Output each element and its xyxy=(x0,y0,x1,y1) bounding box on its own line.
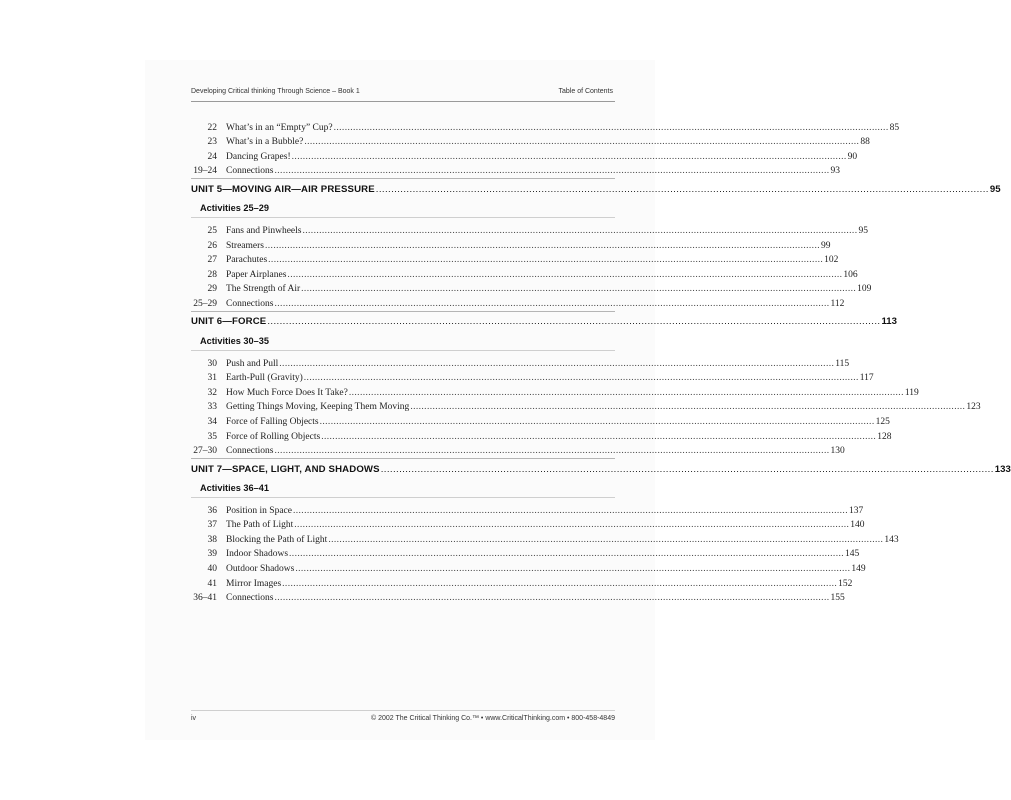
activity-title: Outdoor Shadows xyxy=(226,564,295,575)
activity-title: Fans and Pinwheels xyxy=(226,225,302,236)
header-rule xyxy=(191,101,615,102)
activity-number: 24 xyxy=(207,151,217,162)
unit-title: UNIT 6—FORCE xyxy=(191,316,267,328)
unit-title: UNIT 7—SPACE, LIGHT, AND SHADOWS xyxy=(191,463,380,475)
activity-page-number: 137 xyxy=(848,505,864,516)
activity-title: Connections xyxy=(226,446,274,457)
dot-leader: ........................................................................................................................................................................................................ xyxy=(279,358,835,369)
activity-number: 38 xyxy=(207,534,217,545)
activity-title: Connections xyxy=(226,593,274,604)
toc-entry xyxy=(191,501,864,516)
activity-title: Dancing Grapes! xyxy=(226,151,291,162)
toc-entry xyxy=(191,383,919,398)
toc-entry xyxy=(191,574,853,589)
activity-page-number: 128 xyxy=(877,431,892,442)
activity-number: 33 xyxy=(207,402,217,413)
activity-page-number: 152 xyxy=(838,578,853,589)
dot-leader: ........................................................................................................................................................................................................ xyxy=(287,269,843,280)
activity-title: What’s in an “Empty” Cup? xyxy=(226,122,333,133)
toc-entry xyxy=(191,354,850,369)
dot-leader: ........................................................................................................................................................................................................ xyxy=(274,593,830,604)
activity-page-number: 88 xyxy=(860,137,870,148)
activity-number: 32 xyxy=(207,387,217,398)
dot-leader: ........................................................................................................................................................................................................ xyxy=(380,463,994,475)
activity-page-number: 109 xyxy=(857,284,872,295)
activity-number: 40 xyxy=(207,564,217,575)
activity-number: 26 xyxy=(207,240,217,251)
toc-entry xyxy=(191,265,858,280)
activity-number: 34 xyxy=(207,416,217,427)
toc-entry xyxy=(191,412,890,427)
activity-page-number: 93 xyxy=(830,166,840,177)
unit-page-number: 113 xyxy=(881,316,897,328)
activity-title: What’s in a Bubble? xyxy=(226,137,304,148)
toc-entry xyxy=(191,162,840,177)
activity-title: The Path of Light xyxy=(226,520,294,531)
dot-leader: ........................................................................................................................................................................................................ xyxy=(303,373,859,384)
dot-leader: ........................................................................................................................................................................................................ xyxy=(302,225,858,236)
activities-range-heading: Activities 25–29 xyxy=(191,199,615,218)
activity-number: 27 xyxy=(207,255,217,266)
toc-entry xyxy=(191,236,831,251)
toc-entry xyxy=(191,147,858,162)
footer-rule xyxy=(191,710,615,711)
activity-page-number: 85 xyxy=(889,122,900,133)
activity-title: Force of Rolling Objects xyxy=(226,431,321,442)
activity-title: Blocking the Path of Light xyxy=(226,534,328,545)
activity-title: Parachutes xyxy=(226,255,268,266)
activity-page-number: 106 xyxy=(843,269,858,280)
activity-title: Mirror Images xyxy=(226,578,282,589)
dot-leader: ........................................................................................................................................................................................................ xyxy=(375,183,989,195)
toc-entry xyxy=(191,589,845,604)
toc-entry xyxy=(191,427,892,442)
activity-title: Push and Pull xyxy=(226,358,279,369)
activities-range-heading: Activities 30–35 xyxy=(191,332,615,351)
dot-leader: ........................................................................................................................................................................................................ xyxy=(295,564,851,575)
unit-heading-row xyxy=(191,178,1001,199)
toc-entry xyxy=(191,221,868,236)
activity-title: Position in Space xyxy=(226,505,292,516)
activity-number: 35 xyxy=(207,431,217,442)
toc-entry xyxy=(191,516,865,531)
activity-page-number: 119 xyxy=(904,387,919,398)
document-page xyxy=(145,60,1011,740)
activity-title: Getting Things Moving, Keeping Them Moving xyxy=(226,402,410,413)
dot-leader: ........................................................................................................................................................................................................ xyxy=(319,416,875,427)
activity-title: Force of Falling Objects xyxy=(226,416,319,427)
unit-page-number: 95 xyxy=(989,183,1001,195)
unit-page-number: 133 xyxy=(994,463,1011,475)
activity-page-number: 140 xyxy=(850,520,865,531)
toc-entry xyxy=(191,133,870,148)
unit-title: UNIT 5—MOVING AIR—AIR PRESSURE xyxy=(191,183,375,195)
dot-leader: ........................................................................................................................................................................................................ xyxy=(291,151,847,162)
toc-entry xyxy=(191,280,872,295)
activity-number: 23 xyxy=(207,137,217,148)
dot-leader: ........................................................................................................................................................................................................ xyxy=(289,549,845,560)
activity-number: 36 xyxy=(207,505,217,516)
activity-number: 22 xyxy=(207,122,217,133)
activity-page-number: 115 xyxy=(835,358,850,369)
activity-title: Connections xyxy=(226,166,274,177)
activity-page-number: 130 xyxy=(830,446,845,457)
dot-leader: ........................................................................................................................................................................................................ xyxy=(292,505,848,516)
table-of-contents xyxy=(191,118,1011,604)
running-header-title: Developing Critical thinking Through Science – Book 1 xyxy=(191,88,360,95)
dot-leader: ........................................................................................................................................................................................................ xyxy=(333,122,889,133)
activity-number: 41 xyxy=(207,578,217,589)
activity-title: Connections xyxy=(226,298,274,309)
dot-leader: ........................................................................................................................................................................................................ xyxy=(282,578,838,589)
activity-page-number: 102 xyxy=(824,255,839,266)
dot-leader: ........................................................................................................................................................................................................ xyxy=(294,520,850,531)
activity-page-number: 117 xyxy=(859,373,874,384)
activity-title: Earth-Pull (Gravity) xyxy=(226,373,303,384)
activity-number: 36–41 xyxy=(193,593,217,604)
activity-number: 39 xyxy=(207,549,217,560)
activity-page-number: 99 xyxy=(821,240,831,251)
toc-entry xyxy=(191,369,874,384)
dot-leader: ........................................................................................................................................................................................................ xyxy=(267,316,881,328)
activity-page-number: 155 xyxy=(830,593,845,604)
activity-number: 25 xyxy=(207,225,217,236)
activity-title: The Strength of Air xyxy=(226,284,301,295)
running-header-section: Table of Contents xyxy=(558,88,613,95)
activities-range-heading: Activities 36–41 xyxy=(191,479,615,498)
activity-title: Paper Airplanes xyxy=(226,269,287,280)
page-number: iv xyxy=(191,715,197,722)
dot-leader: ........................................................................................................................................................................................................ xyxy=(304,137,860,148)
toc-entry xyxy=(191,559,866,575)
dot-leader: ........................................................................................................................................................................................................ xyxy=(410,402,966,413)
toc-entry xyxy=(191,442,845,457)
toc-entry xyxy=(191,251,839,266)
activity-page-number: 143 xyxy=(884,534,899,545)
activity-page-number: 112 xyxy=(830,298,845,309)
activity-number: 19–24 xyxy=(193,166,217,177)
dot-leader: ........................................................................................................................................................................................................ xyxy=(265,240,820,251)
activity-number: 25–29 xyxy=(193,298,217,309)
dot-leader: ........................................................................................................................................................................................................ xyxy=(348,387,904,398)
dot-leader: ........................................................................................................................................................................................................ xyxy=(274,298,830,309)
dot-leader: ........................................................................................................................................................................................................ xyxy=(321,431,877,442)
activity-page-number: 123 xyxy=(966,402,981,413)
toc-entry xyxy=(191,294,845,309)
copyright-line: © 2002 The Critical Thinking Co.™ • www.CriticalThinking.com • 800-458-4849 xyxy=(370,715,615,722)
toc-entry xyxy=(191,398,981,413)
activity-number: 27–30 xyxy=(193,446,217,457)
activity-page-number: 149 xyxy=(851,564,866,575)
dot-leader: ........................................................................................................................................................................................................ xyxy=(268,255,824,266)
dot-leader: ........................................................................................................................................................................................................ xyxy=(274,166,830,177)
activity-page-number: 145 xyxy=(845,549,860,560)
activity-title: Streamers xyxy=(226,240,264,251)
dot-leader: ........................................................................................................................................................................................................ xyxy=(274,446,830,457)
dot-leader: ........................................................................................................................................................................................................ xyxy=(328,534,884,545)
activity-number: 30 xyxy=(207,358,217,369)
toc-entry xyxy=(191,118,900,133)
activity-title: Indoor Shadows xyxy=(226,549,289,560)
activity-number: 28 xyxy=(207,269,217,280)
activity-page-number: 90 xyxy=(847,151,858,162)
activity-number: 37 xyxy=(207,520,217,531)
unit-heading-row xyxy=(191,458,1011,479)
activity-number: 29 xyxy=(207,284,217,295)
activity-title: How Much Force Does It Take? xyxy=(226,387,348,398)
activity-page-number: 95 xyxy=(858,225,868,236)
toc-entry xyxy=(191,545,860,560)
unit-heading-row xyxy=(191,311,897,332)
toc-entry xyxy=(191,530,899,545)
activity-page-number: 125 xyxy=(875,416,890,427)
activity-number: 31 xyxy=(207,373,217,384)
dot-leader: ........................................................................................................................................................................................................ xyxy=(301,284,857,295)
